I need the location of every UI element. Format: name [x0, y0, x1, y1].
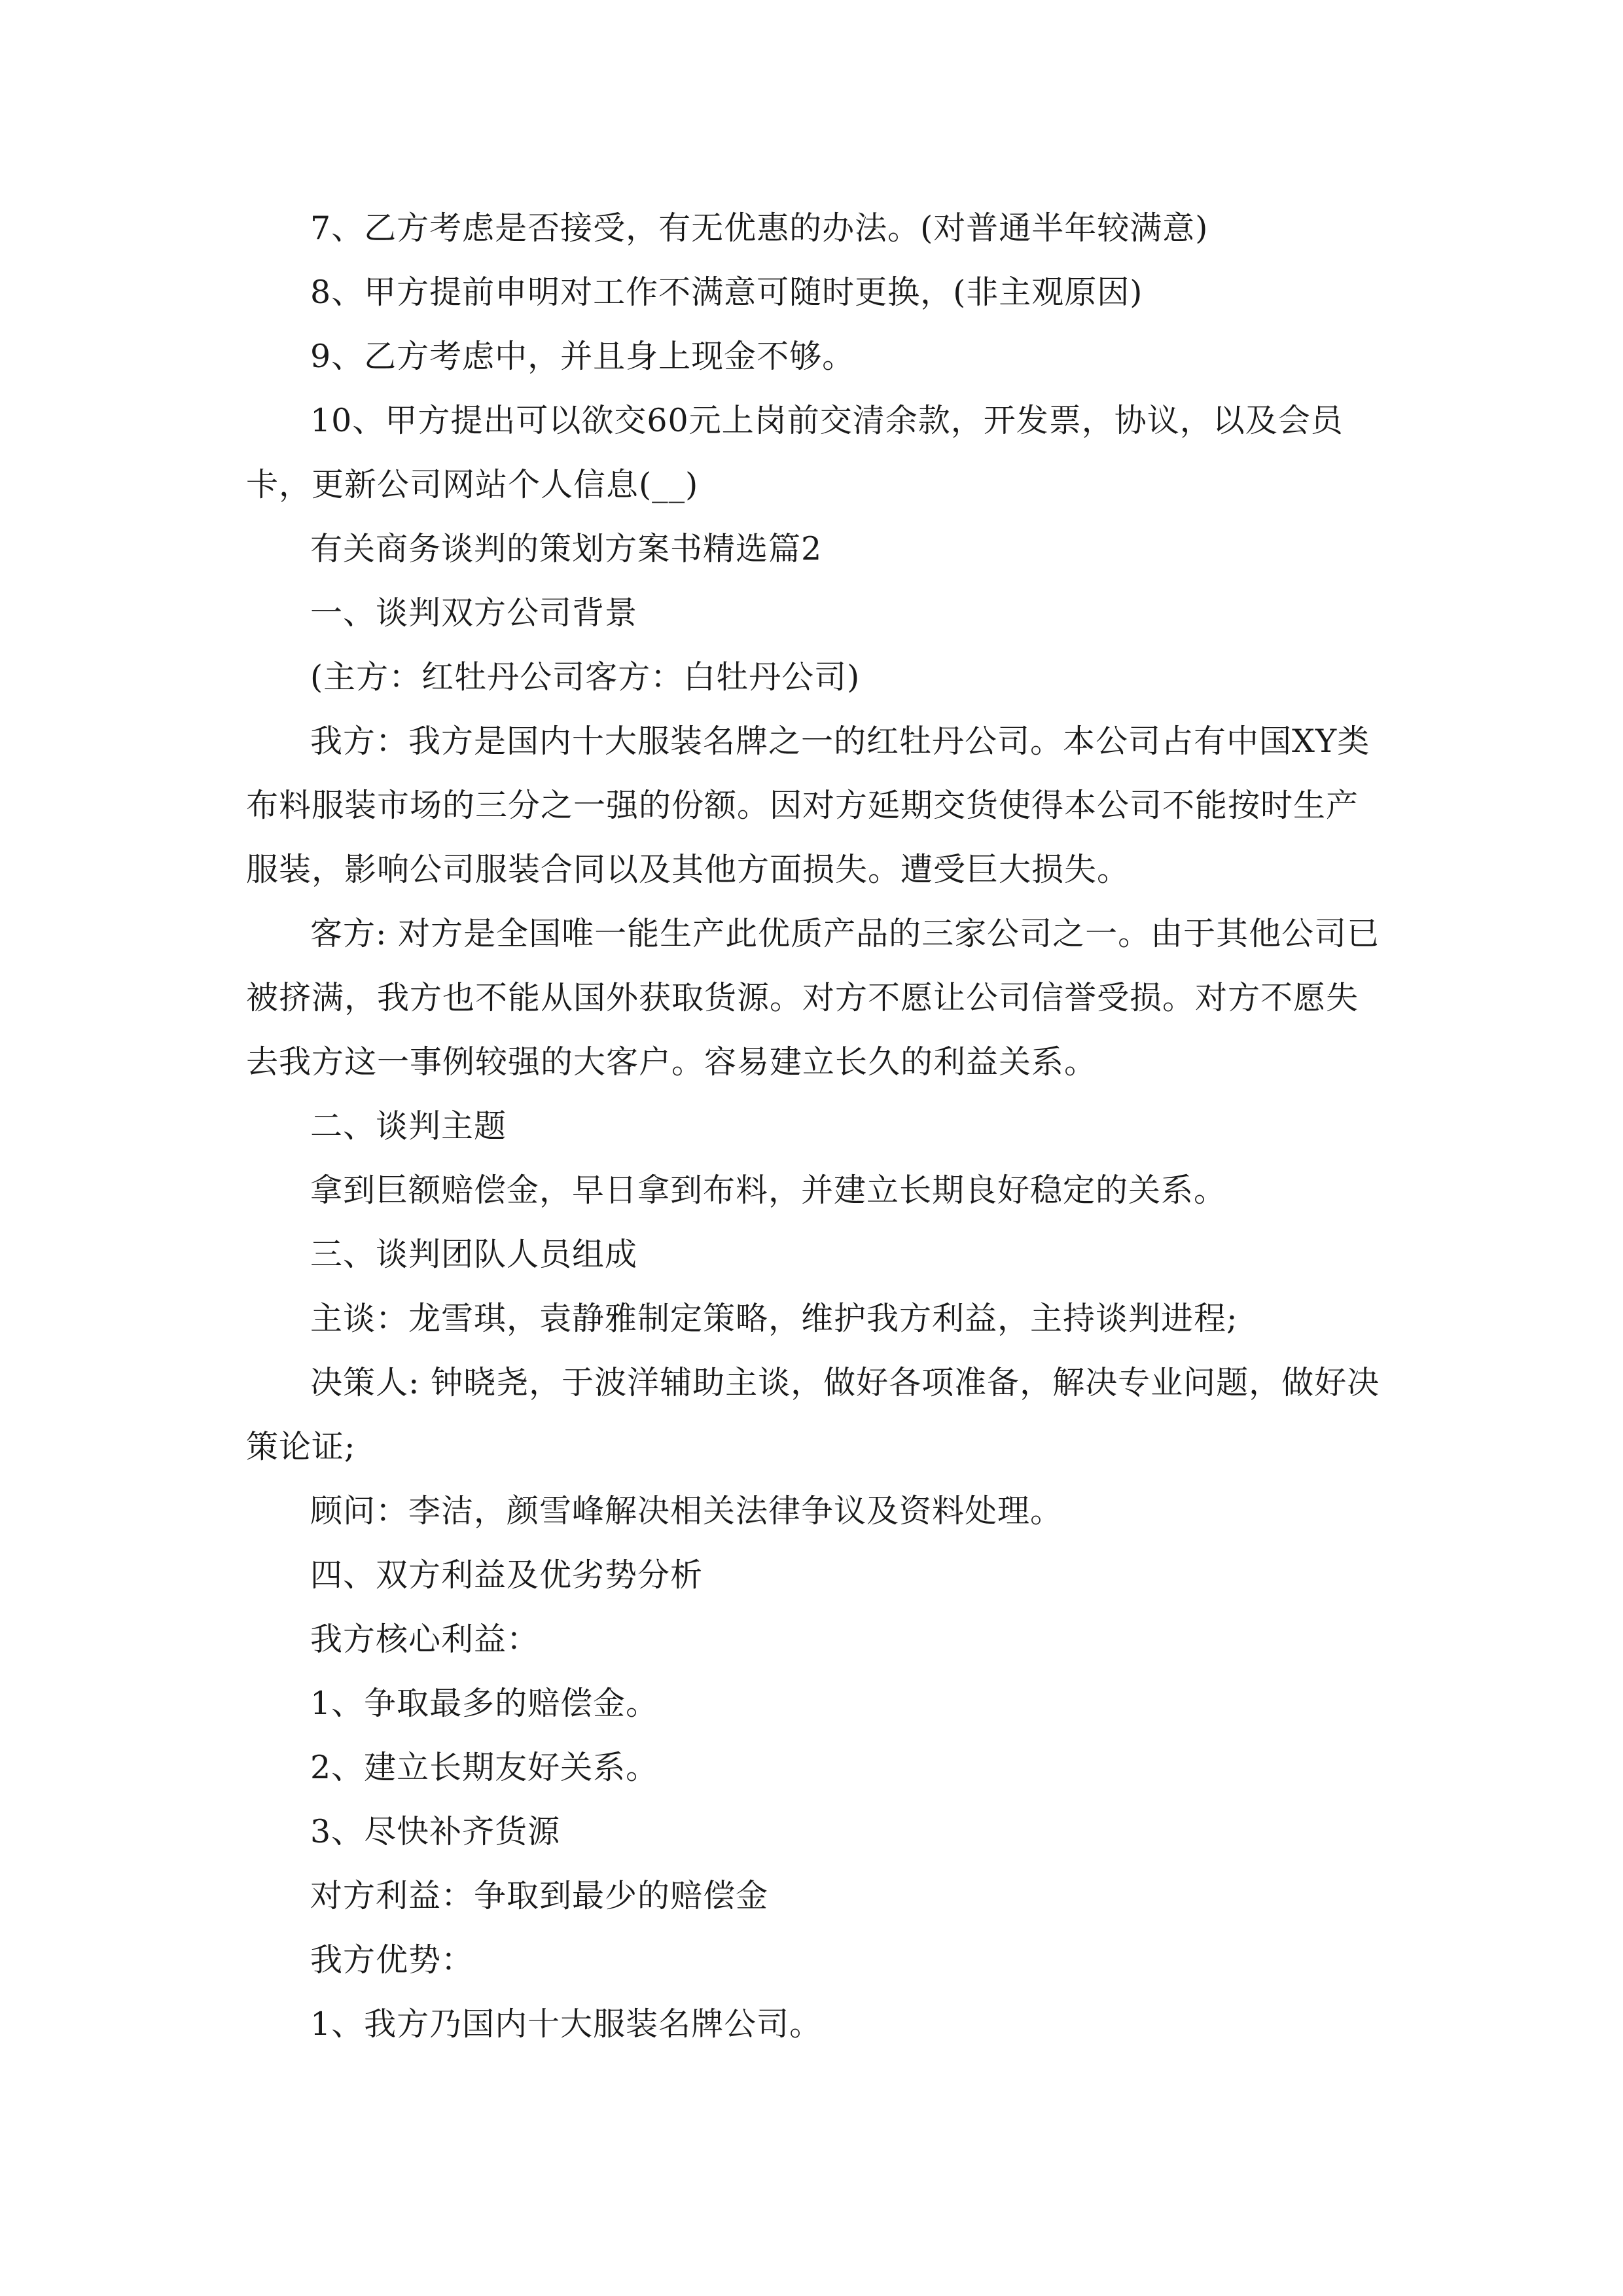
- our-core-interest-label: 我方核心利益：: [310, 1621, 540, 1658]
- heading-company-background: 一、谈判双方公司背景: [310, 594, 638, 632]
- our-advantage-label: 我方优势：: [310, 1941, 474, 1979]
- advisor-paragraph: 顾问：李洁，颜雪峰解决相关法律争议及资料处理。: [310, 1492, 1063, 1530]
- heading-negotiation-theme: 二、谈判主题: [310, 1107, 507, 1145]
- list-item: 3、尽快补齐货源: [310, 1813, 561, 1850]
- other-side-paragraph: 客方: 对方是全国唯一能生产此优质产品的三家公司之一。由于其他公司已被挤满，我方也不能从国外获取货源。对方不愿让公司信誉受损。对方不愿失去我方这一事例较强的大客户。容易建立长久的利益关系。: [246, 915, 1380, 1081]
- other-side-interest: 对方利益：争取到最少的赔偿金: [310, 1877, 769, 1914]
- heading-interest-analysis: 四、双方利益及优劣势分析: [310, 1556, 704, 1594]
- theme-paragraph: 拿到巨额赔偿金，早日拿到布料，并建立长期良好稳定的关系。: [310, 1172, 1227, 1209]
- decision-maker-paragraph: 决策人: 钟晓尧，于波洋辅助主谈，做好各项准备，解决专业问题，做好决策论证;: [246, 1364, 1380, 1465]
- our-side-paragraph: 我方：我方是国内十大服装名牌之一的红牡丹公司。本公司占有中国XY类布料服装市场的三分之一强的份额。因对方延期交货使得本公司不能按时生产服装，影响公司服装合同以及其他方面损失。遭受巨大损失。: [246, 723, 1370, 888]
- section-title: 有关商务谈判的策划方案书精选篇2: [310, 530, 823, 567]
- heading-team-composition: 三、谈判团队人员组成: [310, 1236, 638, 1273]
- list-item: 1、我方乃国内十大服装名牌公司。: [310, 2005, 823, 2043]
- list-item: 2、建立长期友好关系。: [310, 1749, 659, 1786]
- paragraph-item-10: 10、甲方提出可以欲交60元上岗前交清余款，开发票，协议，以及会员卡，更新公司网站个人信息(__): [246, 402, 1344, 503]
- host-guest-note: (主方：红牡丹公司客方：白牡丹公司): [310, 658, 861, 696]
- paragraph-item-8: 8、甲方提前申明对工作不满意可随时更换，(非主观原因): [310, 274, 1143, 311]
- document-body: [246, 196, 1382, 2056]
- team-lead-paragraph: 主谈：龙雪琪，袁静雅制定策略，维护我方利益，主持谈判进程;: [310, 1300, 1238, 1337]
- paragraph-item-7: 7、乙方考虑是否接受，有无优惠的办法。(对普通半年较满意): [310, 209, 1209, 247]
- list-item: 1、争取最多的赔偿金。: [310, 1685, 659, 1722]
- paragraph-item-9: 9、乙方考虑中，并且身上现金不够。: [310, 338, 855, 375]
